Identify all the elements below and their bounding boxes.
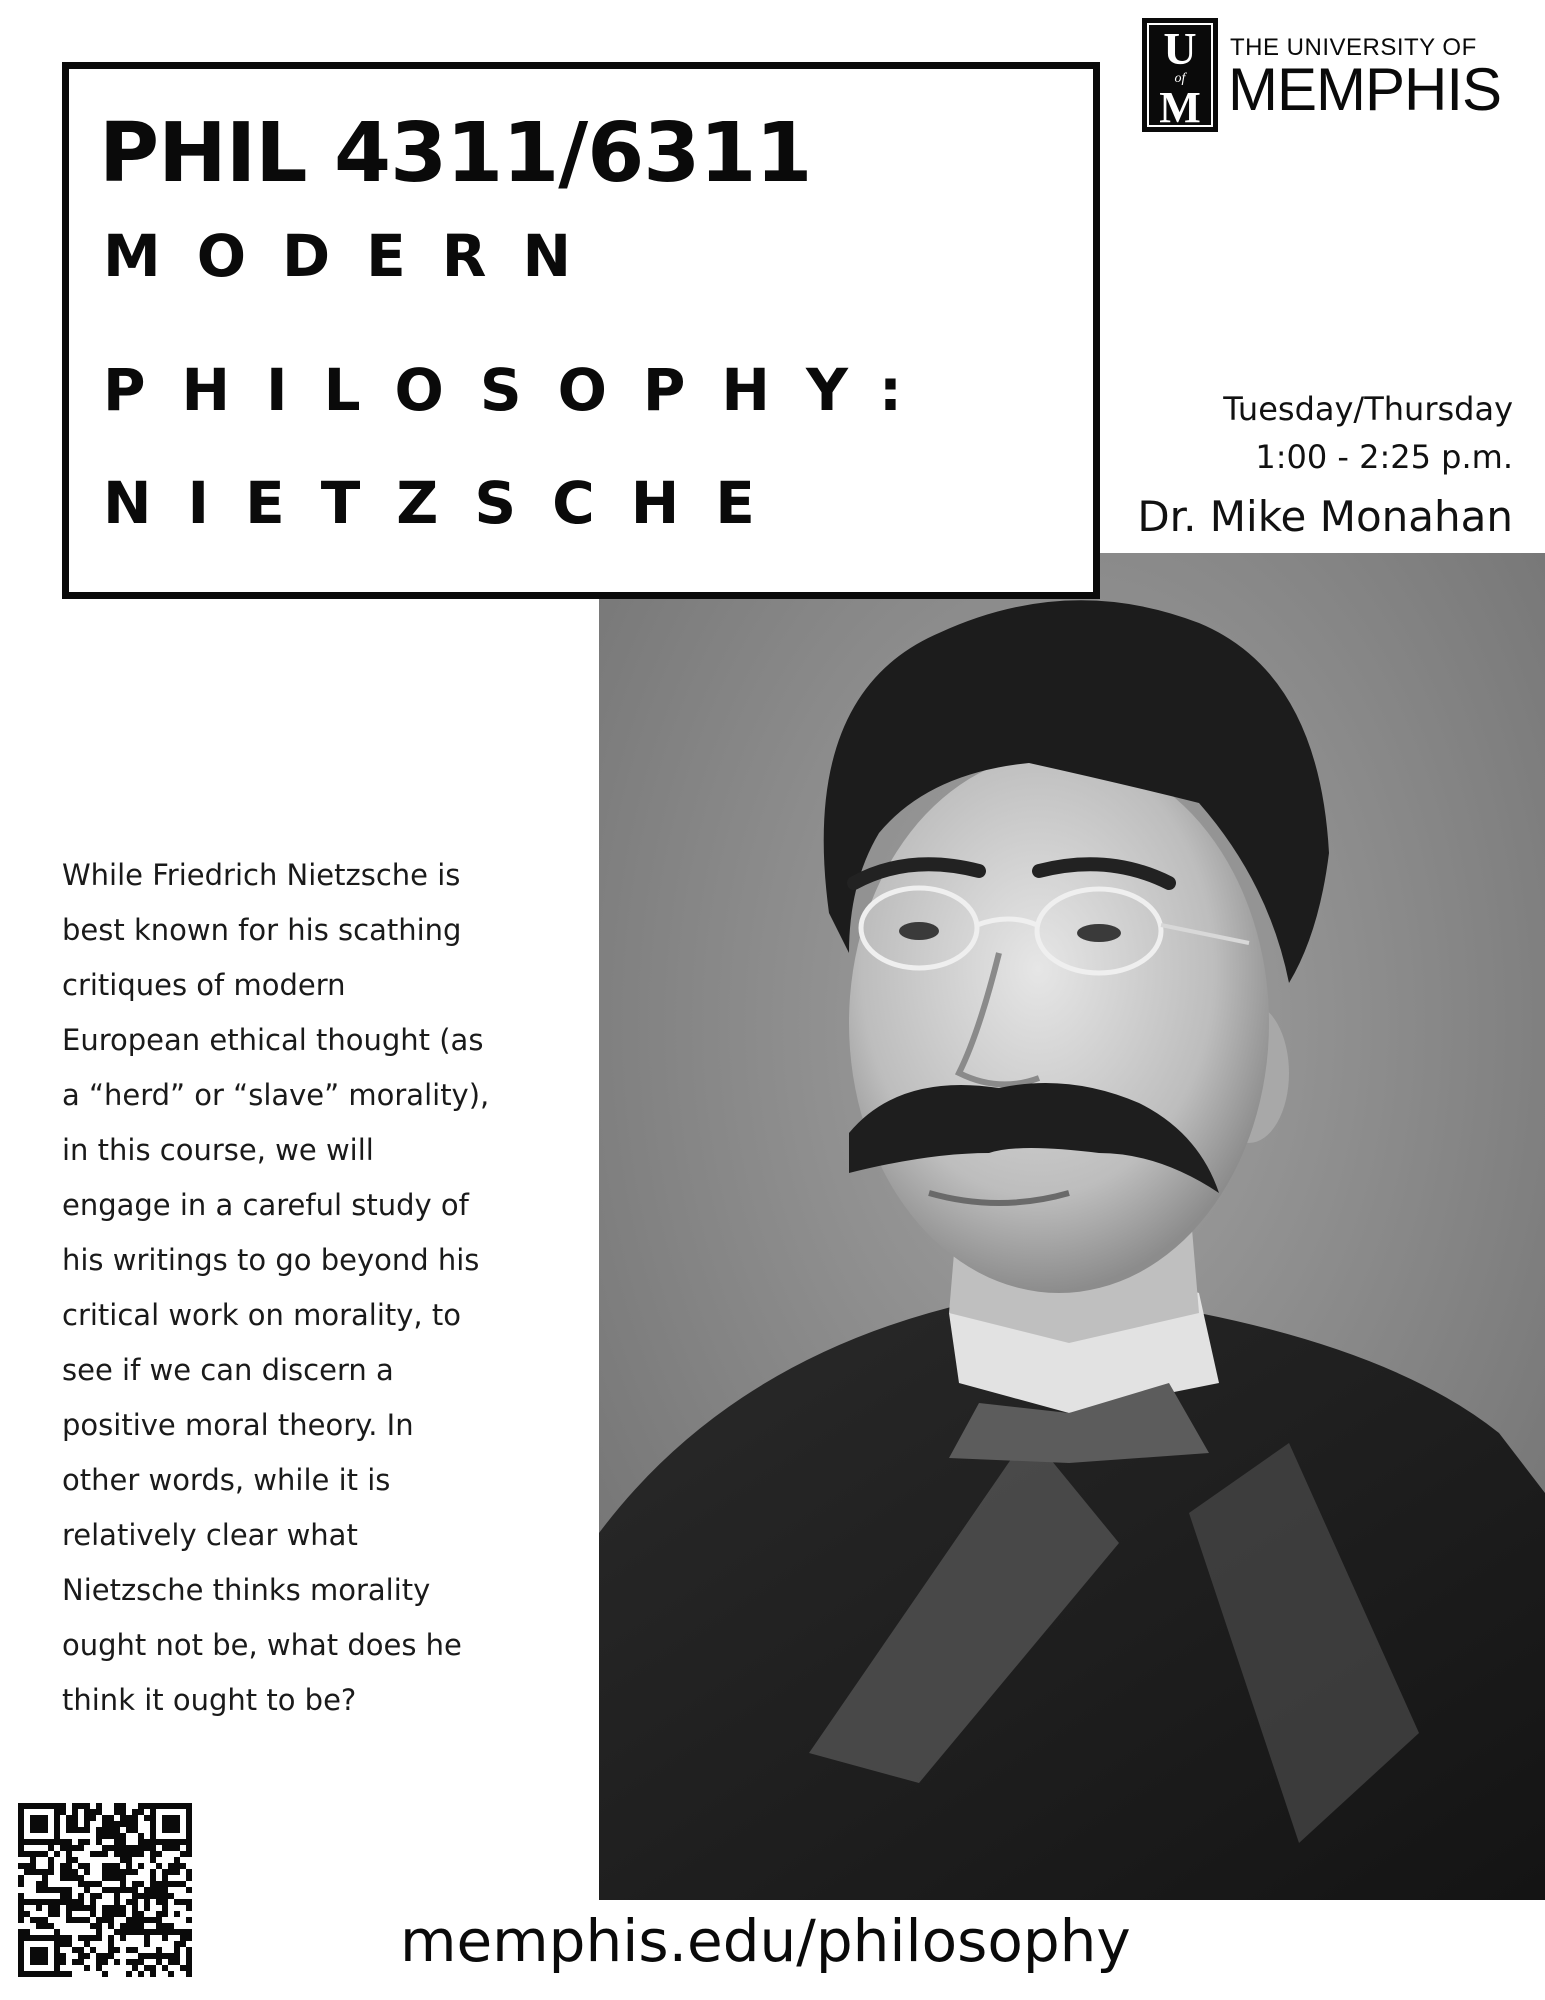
description-line: other words, while it is [62,1463,391,1497]
logo-mark-of: of [1174,71,1186,86]
schedule-time: 1:00 - 2:25 p.m. [1255,438,1513,476]
logo-mark-m: M [1159,83,1201,132]
university-logo [1142,18,1522,132]
description-line: relatively clear what [62,1518,358,1552]
course-title-box [62,62,1100,599]
description-line: critical work on morality, to [62,1298,461,1332]
logo-university-of: THE UNIVERSITY OF [1230,34,1477,61]
website-url[interactable]: memphis.edu/philosophy [400,1907,1131,1975]
description-line: think it ought to be? [62,1683,357,1717]
description-line: European ethical thought (as [62,1023,484,1057]
portrait-illustration [599,553,1545,1900]
qr-code[interactable] [18,1803,192,1977]
description-line: critiques of modern [62,968,346,1002]
description-line: engage in a careful study of [62,1188,469,1222]
course-schedule [1137,385,1513,547]
description-line: While Friedrich Nietzsche is [62,858,461,892]
course-title-line: PHILOSOPHY: [103,356,939,424]
logo-mark-u: U [1163,23,1197,74]
logo-memphis: MEMPHIS [1228,56,1502,123]
description-line: ought not be, what does he [62,1628,462,1662]
description-line: in this course, we will [62,1133,374,1167]
description-line: see if we can discern a [62,1353,394,1387]
portrait-photo [599,553,1545,1900]
course-title-line: NIETZSCHE [103,469,791,537]
description-line: positive moral theory. In [62,1408,414,1442]
course-code: PHIL 4311/6311 [99,106,812,201]
qr-code-icon [18,1803,192,1977]
instructor-name: Dr. Mike Monahan [1137,492,1513,541]
description-line: a “herd” or “slave” morality), [62,1078,490,1112]
course-description [62,848,562,1728]
description-line: Nietzsche thinks morality [62,1573,431,1607]
schedule-days: Tuesday/Thursday [1223,390,1513,428]
logo-mark-icon [1142,18,1218,132]
description-line: best known for his scathing [62,913,462,947]
description-line: his writings to go beyond his [62,1243,480,1277]
course-title-line: MODERN [103,222,607,290]
